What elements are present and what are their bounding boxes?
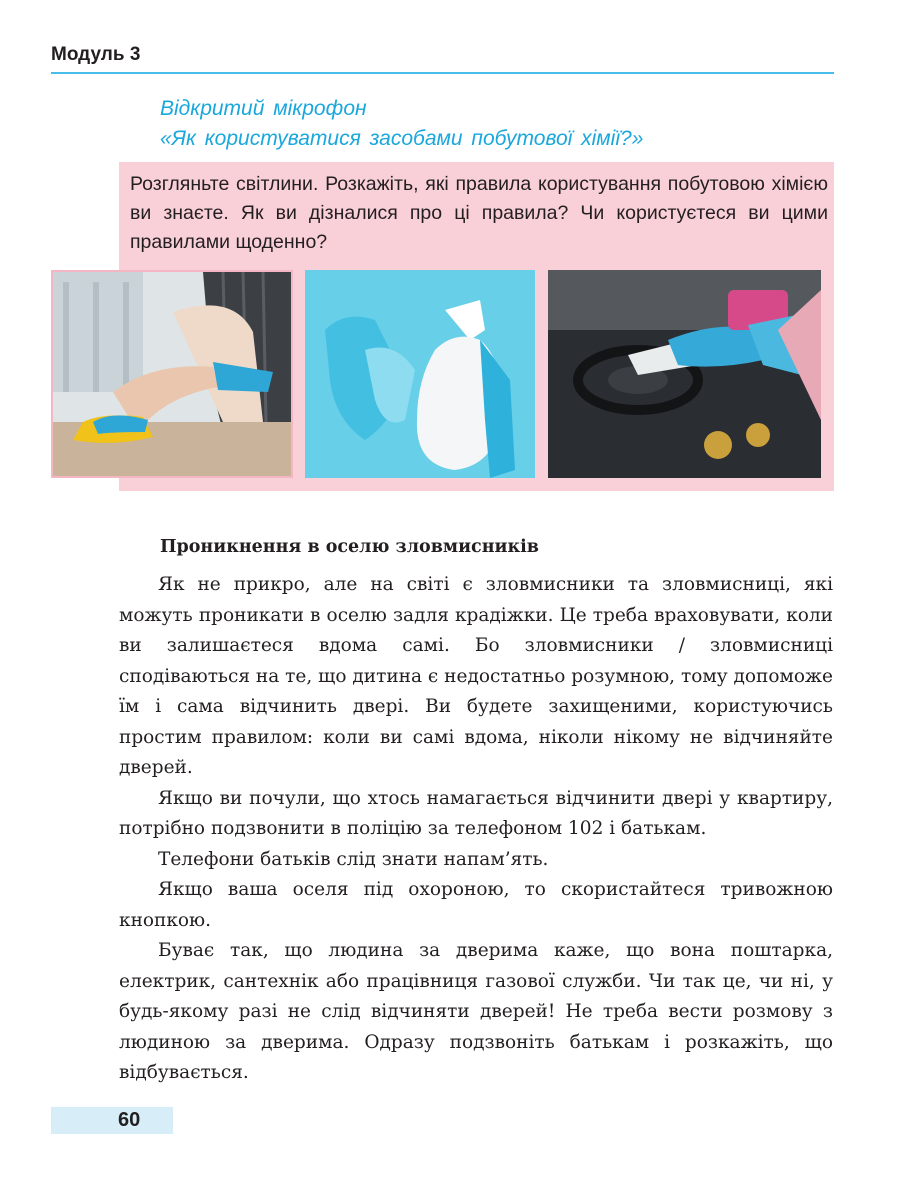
activity-title-line2: «Як користуватися засобами побутової хімії?» bbox=[160, 127, 644, 150]
photo-wiping-table bbox=[51, 270, 293, 478]
activity-prompt: Розгляньте світлини. Розкажіть, які правила користування побутовою хімією ви знаєте. Як ви дізналися про ці правила? Чи користуєтеся ви цими правилами щоденно? bbox=[130, 173, 828, 253]
activity-title-line1: Відкритий мікрофон bbox=[160, 97, 367, 120]
paragraph: Якщо ваша оселя під охороною, то скористайтеся тривожною кнопкою. bbox=[119, 879, 833, 931]
paragraph: Буває так, що людина за дверима каже, що вона поштарка, електрик, сантехнік або працівниця газової служби. Чи так це, чи ні, у будь-якому разі не слід відчиняти дверей! Не треба вести розмову з людиною за дверима. Одразу подзвоніть батькам і розкажіть, що відбувається. bbox=[119, 940, 833, 1083]
photo-cleaning-stove bbox=[548, 270, 821, 478]
photo-gloves-spray bbox=[305, 270, 535, 478]
paragraph: Як не прикро, але на світі є зловмисники та зловмисниці, які можуть проникати в оселю задля крадіжки. Це треба враховувати, коли ви залишаєтеся вдома самі. Бо зловмисники / зловмисниці сподіваються на те, що дитина є недостатньо розумною, тому допоможе їм і сама відчинить двері. Ви будете захищеними, користуючись простим правилом: коли ви самі вдома, ніколи нікому не відчиняйте дверей. bbox=[119, 574, 833, 778]
paragraph: Телефони батьків слід знати напам’ять. bbox=[158, 848, 549, 870]
section-body bbox=[119, 570, 833, 1089]
module-label: Модуль 3 bbox=[51, 44, 141, 65]
header-rule bbox=[51, 72, 834, 74]
page-number: 60 bbox=[118, 1109, 141, 1131]
activity-title bbox=[160, 94, 800, 154]
section-title: Проникнення в оселю зловмисників bbox=[160, 537, 539, 557]
page-number-tab bbox=[51, 1107, 173, 1134]
paragraph: Якщо ви почули, що хтось намагається відчинити двері у квартиру, потрібно подзвонити в поліцію за телефоном 102 і батькам. bbox=[119, 787, 833, 839]
